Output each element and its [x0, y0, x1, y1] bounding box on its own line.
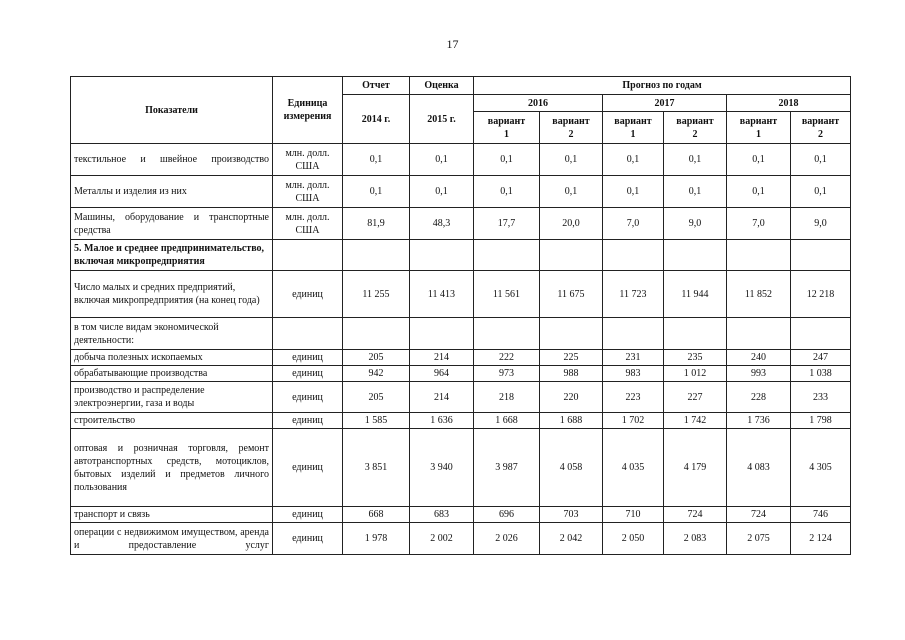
value-cell: 4 058 — [540, 429, 603, 507]
value-cell: 4 035 — [603, 429, 664, 507]
value-cell: 1 585 — [343, 413, 410, 429]
value-cell: 11 723 — [603, 271, 664, 318]
row-label: текстильное и швейное производство — [71, 144, 273, 176]
row-label: 5. Малое и среднее предпринимательство, включая микропредприятия — [71, 240, 273, 271]
value-cell: 7,0 — [727, 208, 791, 240]
row-unit: единиц — [273, 271, 343, 318]
value-cell: 993 — [727, 366, 791, 382]
value-cell: 227 — [664, 382, 727, 413]
value-cell: 2 002 — [410, 523, 474, 555]
table-row — [71, 413, 851, 429]
table-row — [71, 208, 851, 240]
row-label: строительство — [71, 413, 273, 429]
row-label: добыча полезных ископаемых — [71, 350, 273, 366]
row-label: в том числе видам экономической деятельности: — [71, 318, 273, 350]
value-cell: 0,1 — [410, 176, 474, 208]
value-cell — [474, 318, 540, 350]
table-row — [71, 523, 851, 555]
value-cell: 3 851 — [343, 429, 410, 507]
variant-label: вариант — [487, 115, 526, 127]
value-cell: 0,1 — [474, 144, 540, 176]
value-cell: 1 702 — [603, 413, 664, 429]
value-cell: 0,1 — [474, 176, 540, 208]
value-cell: 1 668 — [474, 413, 540, 429]
value-cell: 3 940 — [410, 429, 474, 507]
row-label: Металлы и изделия из них — [71, 176, 273, 208]
header-year: 2018 — [727, 95, 851, 112]
value-cell: 746 — [791, 507, 851, 523]
variant-label: вариант — [552, 115, 590, 127]
value-cell: 4 305 — [791, 429, 851, 507]
value-cell: 1 978 — [343, 523, 410, 555]
value-cell: 4 083 — [727, 429, 791, 507]
variant-number: 2 — [692, 128, 698, 140]
value-cell — [343, 318, 410, 350]
value-cell: 11 944 — [664, 271, 727, 318]
value-cell — [603, 240, 664, 271]
header-forecast: Прогноз по годам — [474, 77, 851, 95]
value-cell: 703 — [540, 507, 603, 523]
value-cell: 0,1 — [664, 176, 727, 208]
value-cell: 0,1 — [791, 176, 851, 208]
header-variant2 — [791, 112, 851, 144]
value-cell — [727, 318, 791, 350]
value-cell: 247 — [791, 350, 851, 366]
row-label: обрабатывающие производства — [71, 366, 273, 382]
table-row — [71, 271, 851, 318]
value-cell: 7,0 — [603, 208, 664, 240]
row-label: транспорт и связь — [71, 507, 273, 523]
row-unit: единиц — [273, 382, 343, 413]
variant-number: 1 — [504, 128, 509, 140]
value-cell: 12 218 — [791, 271, 851, 318]
table-row — [71, 144, 851, 176]
value-cell: 724 — [664, 507, 727, 523]
value-cell: 0,1 — [540, 144, 603, 176]
value-cell: 0,1 — [727, 176, 791, 208]
value-cell: 0,1 — [603, 144, 664, 176]
value-cell: 2 075 — [727, 523, 791, 555]
value-cell: 48,3 — [410, 208, 474, 240]
value-cell: 81,9 — [343, 208, 410, 240]
value-cell — [343, 240, 410, 271]
value-cell: 1 688 — [540, 413, 603, 429]
row-unit: млн. долл. США — [273, 144, 343, 176]
row-unit: единиц — [273, 413, 343, 429]
value-cell: 2 026 — [474, 523, 540, 555]
value-cell: 0,1 — [410, 144, 474, 176]
row-unit — [273, 240, 343, 271]
value-cell: 2 083 — [664, 523, 727, 555]
variant-number: 2 — [568, 128, 574, 140]
value-cell: 1 742 — [664, 413, 727, 429]
value-cell: 11 852 — [727, 271, 791, 318]
forecast-table — [70, 76, 851, 555]
value-cell: 683 — [410, 507, 474, 523]
header-report-year: 2014 г. — [343, 95, 410, 144]
row-label: Число малых и средних предприятий, включая микропредприятия (на конец года) — [71, 271, 273, 318]
value-cell: 11 255 — [343, 271, 410, 318]
value-cell: 205 — [343, 382, 410, 413]
value-cell: 696 — [474, 507, 540, 523]
row-label: операции с недвижимом имуществом, аренда и предоставление услуг — [71, 523, 273, 555]
value-cell: 225 — [540, 350, 603, 366]
value-cell: 231 — [603, 350, 664, 366]
value-cell: 0,1 — [343, 144, 410, 176]
value-cell: 0,1 — [727, 144, 791, 176]
row-unit: единиц — [273, 507, 343, 523]
table-row — [71, 507, 851, 523]
value-cell: 214 — [410, 382, 474, 413]
table-row — [71, 366, 851, 382]
header-estimate-year: 2015 г. — [410, 95, 474, 144]
value-cell: 1 636 — [410, 413, 474, 429]
row-label: производство и распределение электроэнергии, газа и воды — [71, 382, 273, 413]
value-cell — [410, 318, 474, 350]
header-variant1 — [727, 112, 791, 144]
value-cell: 724 — [727, 507, 791, 523]
table-row — [71, 429, 851, 507]
value-cell: 11 561 — [474, 271, 540, 318]
value-cell — [664, 240, 727, 271]
value-cell: 942 — [343, 366, 410, 382]
value-cell — [791, 240, 851, 271]
row-unit: единиц — [273, 366, 343, 382]
value-cell: 1 012 — [664, 366, 727, 382]
value-cell: 973 — [474, 366, 540, 382]
row-unit — [273, 318, 343, 350]
page-number: 17 — [446, 37, 459, 51]
value-cell: 4 179 — [664, 429, 727, 507]
value-cell: 1 798 — [791, 413, 851, 429]
value-cell: 11 413 — [410, 271, 474, 318]
value-cell — [410, 240, 474, 271]
variant-number: 2 — [818, 128, 824, 140]
value-cell: 11 675 — [540, 271, 603, 318]
value-cell — [727, 240, 791, 271]
header-unit: Единица измерения — [273, 77, 343, 144]
value-cell: 0,1 — [664, 144, 727, 176]
value-cell: 17,7 — [474, 208, 540, 240]
value-cell: 220 — [540, 382, 603, 413]
value-cell — [540, 240, 603, 271]
variant-number: 1 — [630, 128, 636, 140]
value-cell: 0,1 — [791, 144, 851, 176]
value-cell: 2 042 — [540, 523, 603, 555]
value-cell: 0,1 — [540, 176, 603, 208]
row-label: Машины, оборудование и транспортные средства — [71, 208, 273, 240]
table-row — [71, 318, 851, 350]
header-report: Отчет — [343, 77, 410, 95]
header-year: 2016 — [474, 95, 603, 112]
value-cell: 0,1 — [343, 176, 410, 208]
value-cell: 233 — [791, 382, 851, 413]
row-label: оптовая и розничная торговля, ремонт автотранспортных средств, мотоциклов, бытовых изделий и предметов личного пользования — [71, 429, 273, 507]
value-cell: 205 — [343, 350, 410, 366]
header-variant2 — [664, 112, 727, 144]
header-indicators: Показатели — [71, 77, 273, 144]
value-cell: 214 — [410, 350, 474, 366]
value-cell: 20,0 — [540, 208, 603, 240]
value-cell — [603, 318, 664, 350]
row-unit: единиц — [273, 429, 343, 507]
row-unit: единиц — [273, 350, 343, 366]
value-cell: 9,0 — [664, 208, 727, 240]
header-estimate: Оценка — [410, 77, 474, 95]
value-cell: 668 — [343, 507, 410, 523]
value-cell: 223 — [603, 382, 664, 413]
value-cell: 1 736 — [727, 413, 791, 429]
value-cell: 0,1 — [603, 176, 664, 208]
value-cell: 9,0 — [791, 208, 851, 240]
value-cell — [474, 240, 540, 271]
row-unit: единиц — [273, 523, 343, 555]
table-row — [71, 350, 851, 366]
variant-label: вариант — [614, 115, 652, 127]
value-cell: 240 — [727, 350, 791, 366]
value-cell — [791, 318, 851, 350]
table-row — [71, 382, 851, 413]
value-cell: 964 — [410, 366, 474, 382]
value-cell: 988 — [540, 366, 603, 382]
value-cell — [664, 318, 727, 350]
value-cell: 710 — [603, 507, 664, 523]
value-cell: 3 987 — [474, 429, 540, 507]
row-unit: млн. долл. США — [273, 176, 343, 208]
variant-label: вариант — [739, 115, 778, 127]
header-year: 2017 — [603, 95, 727, 112]
value-cell: 983 — [603, 366, 664, 382]
value-cell: 235 — [664, 350, 727, 366]
variant-label: вариант — [801, 115, 840, 127]
value-cell: 218 — [474, 382, 540, 413]
header-variant2 — [540, 112, 603, 144]
value-cell — [540, 318, 603, 350]
table-row — [71, 176, 851, 208]
value-cell: 1 038 — [791, 366, 851, 382]
header-variant1 — [603, 112, 664, 144]
value-cell: 2 124 — [791, 523, 851, 555]
value-cell: 228 — [727, 382, 791, 413]
value-cell: 222 — [474, 350, 540, 366]
value-cell: 2 050 — [603, 523, 664, 555]
variant-number: 1 — [756, 128, 761, 140]
header-variant1 — [474, 112, 540, 144]
row-unit: млн. долл. США — [273, 208, 343, 240]
section-row — [71, 240, 851, 271]
variant-label: вариант — [676, 115, 714, 127]
